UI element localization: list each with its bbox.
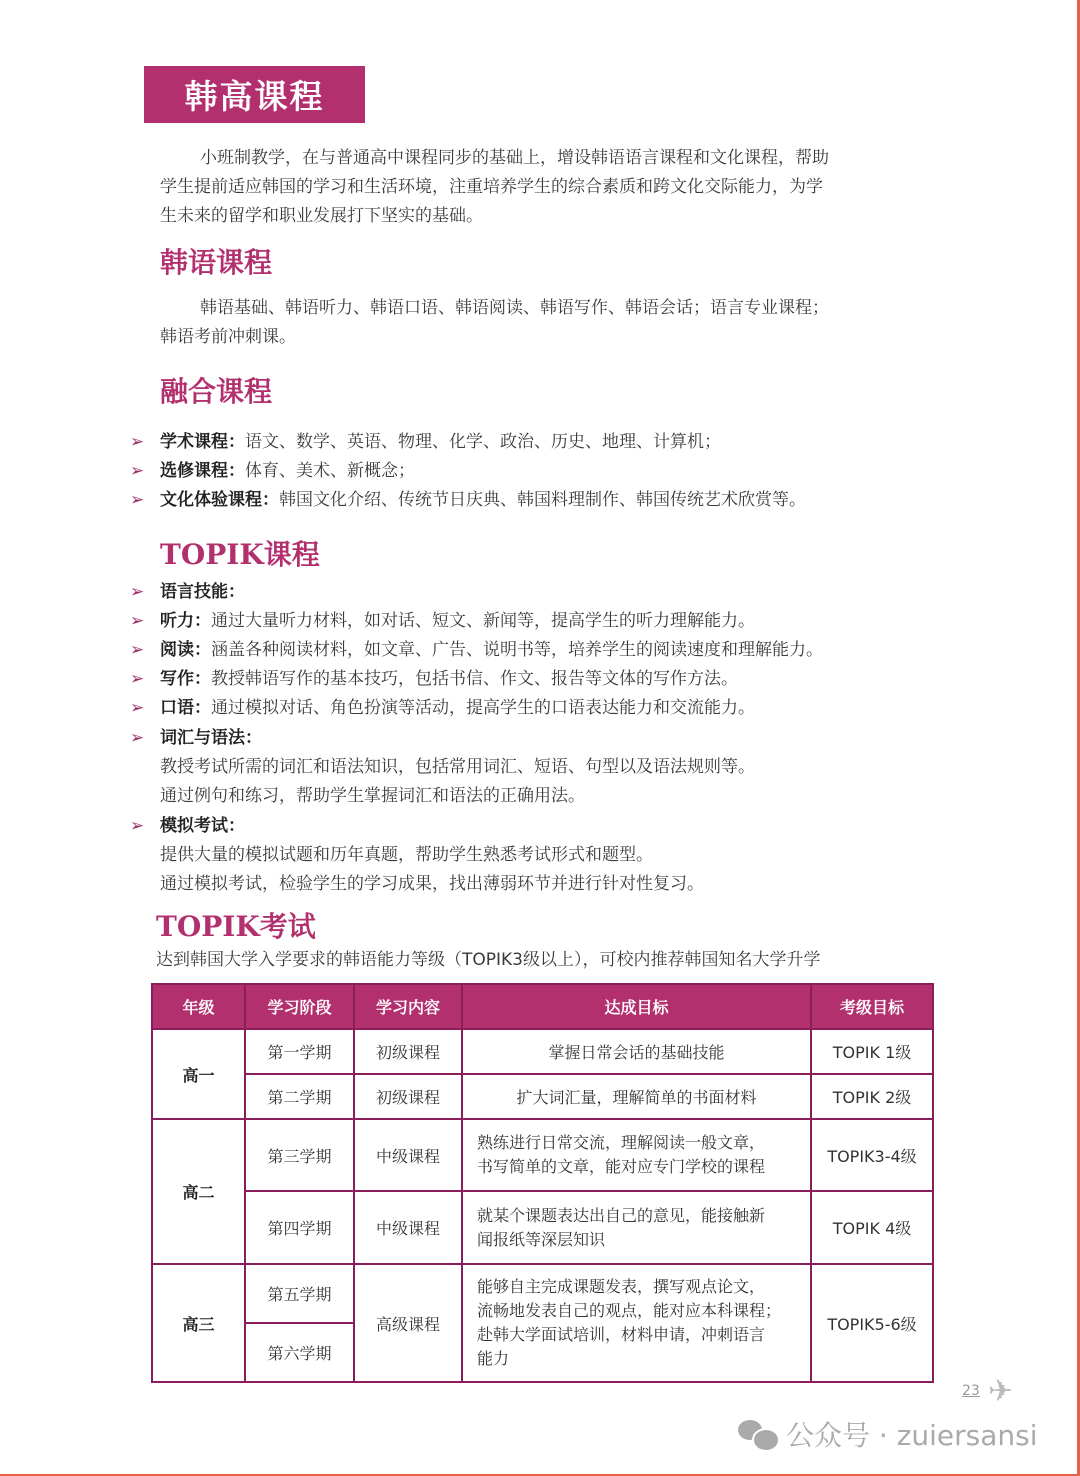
- item-label: 听力：: [160, 611, 211, 631]
- list-item: [130, 486, 806, 515]
- header-cell: 学习阶段: [245, 984, 354, 1029]
- list-item: [130, 578, 245, 607]
- term-cell: 第五学期: [245, 1264, 354, 1323]
- goal-cell: 掌握日常会话的基础技能: [462, 1029, 811, 1074]
- wechat-icon: [738, 1418, 778, 1450]
- level-cell: TOPIK 2级: [811, 1074, 933, 1119]
- arrow-icon: ➢: [130, 728, 145, 748]
- content-cell: 高级课程: [354, 1264, 462, 1382]
- goal-cell: [462, 1264, 811, 1382]
- mock-line: 提供大量的模拟试题和历年真题，帮助学生熟悉考试形式和题型。: [160, 845, 653, 865]
- goal-line: 闻报纸等深层知识: [477, 1229, 606, 1249]
- term-cell: 第一学期: [245, 1029, 354, 1074]
- watermark-text: 公众号 · zuiersansi: [786, 1419, 1038, 1452]
- header-cell: 学习内容: [354, 984, 462, 1029]
- section-heading-fusion: 融合课程: [160, 375, 273, 408]
- content-cell: 初级课程: [354, 1074, 462, 1119]
- content-cell: 中级课程: [354, 1119, 462, 1191]
- term-cell: 第二学期: [245, 1074, 354, 1119]
- table-row: [152, 1074, 933, 1119]
- item-label: 模拟考试：: [160, 816, 245, 836]
- item-text: 韩国文化介绍、传统节日庆典、韩国料理制作、韩国传统艺术欣赏等。: [279, 490, 806, 510]
- list-item: [130, 665, 738, 694]
- intro-line: 小班制教学，在与普通高中课程同步的基础上，增设韩语语言课程和文化课程，帮助: [200, 148, 829, 168]
- arrow-icon: ➢: [130, 669, 145, 689]
- item-text: 通过大量听力材料，如对话、短文、新闻等，提高学生的听力理解能力。: [211, 611, 755, 631]
- arrow-icon: ➢: [130, 698, 145, 718]
- goal-line: 赴韩大学面试培训，材料申请，冲刺语言: [477, 1325, 766, 1344]
- goal-line: 熟练进行日常交流，理解阅读一般文章，: [477, 1133, 766, 1152]
- list-item: [130, 812, 245, 841]
- item-text: 涵盖各种阅读材料，如文章、广告、说明书等，培养学生的阅读速度和理解能力。: [211, 640, 823, 660]
- item-label: 语言技能：: [160, 582, 245, 602]
- term-cell: 第四学期: [245, 1191, 354, 1264]
- arrow-icon: ➢: [130, 582, 145, 602]
- arrow-icon: ➢: [130, 816, 145, 836]
- goal-cell: [462, 1119, 811, 1191]
- level-cell: TOPIK3-4级: [811, 1119, 933, 1191]
- level-cell: TOPIK 4级: [811, 1191, 933, 1264]
- table-row: [152, 1264, 933, 1323]
- goal-cell: 扩大词汇量，理解简单的书面材料: [462, 1074, 811, 1119]
- arrow-icon: ➢: [130, 490, 145, 510]
- curriculum-table: [151, 983, 934, 1383]
- list-item: [130, 694, 755, 723]
- item-text: 语文、数学、英语、物理、化学、政治、历史、地理、计算机；: [245, 432, 721, 452]
- item-text: 体育、美术、新概念；: [245, 461, 415, 481]
- section-heading-topik-exam: TOPIK考试: [156, 910, 316, 943]
- section-heading-korean: 韩语课程: [160, 246, 273, 279]
- content-cell: 初级课程: [354, 1029, 462, 1074]
- list-item: [130, 636, 823, 665]
- item-label: 口语：: [160, 698, 211, 718]
- mock-line: 通过模拟考试，检验学生的学习成果，找出薄弱环节并进行针对性复习。: [160, 874, 704, 894]
- list-item: [130, 724, 262, 753]
- term-cell: 第六学期: [245, 1323, 354, 1382]
- list-item: [130, 428, 721, 457]
- page-number: 23: [962, 1383, 980, 1399]
- arrow-icon: ➢: [130, 611, 145, 631]
- content-cell: 中级课程: [354, 1191, 462, 1264]
- intro-line: 学生提前适应韩国的学习和生活环境，注重培养学生的综合素质和跨文化交际能力，为学: [160, 177, 823, 197]
- header-cell: 考级目标: [811, 984, 933, 1029]
- item-label: 词汇与语法：: [160, 728, 262, 748]
- level-cell: TOPIK5-6级: [811, 1264, 933, 1382]
- vocab-line: 通过例句和练习，帮助学生掌握词汇和语法的正确用法。: [160, 786, 585, 806]
- item-label: 学术课程：: [160, 432, 245, 452]
- goal-line: 能够自主完成课题发表，撰写观点论文，: [477, 1277, 766, 1296]
- topik-exam-subtitle: 达到韩国大学入学要求的韩语能力等级（TOPIK3级以上），可校内推荐韩国知名大学升学: [156, 950, 821, 970]
- header-cell: 年级: [152, 984, 245, 1029]
- airplane-icon: ✈: [988, 1374, 1014, 1409]
- table-row: [152, 1119, 933, 1191]
- item-label: 选修课程：: [160, 461, 245, 481]
- item-text: 通过模拟对话、角色扮演等活动，提高学生的口语表达能力和交流能力。: [211, 698, 755, 718]
- arrow-icon: ➢: [130, 432, 145, 452]
- list-item: [130, 607, 755, 636]
- table-header-row: [152, 984, 933, 1029]
- item-label: 写作：: [160, 669, 211, 689]
- goal-line: 就某个课题表达出自己的意见，能接触新: [477, 1205, 766, 1225]
- grade-cell: 高一: [152, 1029, 245, 1119]
- level-cell: TOPIK 1级: [811, 1029, 933, 1074]
- intro-line: 生未来的留学和职业发展打下坚实的基础。: [160, 206, 483, 226]
- grade-cell: 高二: [152, 1119, 245, 1264]
- item-label: 阅读：: [160, 640, 211, 660]
- item-text: 教授韩语写作的基本技巧，包括书信、作文、报告等文体的写作方法。: [211, 669, 738, 689]
- grade-cell: 高三: [152, 1264, 245, 1382]
- korean-line: 韩语考前冲刺课。: [160, 327, 296, 347]
- goal-cell: [462, 1191, 811, 1264]
- section-heading-topik-course: TOPIK课程: [160, 538, 320, 571]
- table-row: [152, 1191, 933, 1264]
- page-title: 韩高课程: [144, 66, 365, 123]
- arrow-icon: ➢: [130, 461, 145, 481]
- header-cell: 达成目标: [462, 984, 811, 1029]
- arrow-icon: ➢: [130, 640, 145, 660]
- term-cell: 第三学期: [245, 1119, 354, 1191]
- watermark: [738, 1414, 1038, 1454]
- vocab-line: 教授考试所需的词汇和语法知识，包括常用词汇、短语、句型以及语法规则等。: [160, 757, 755, 777]
- table-row: [152, 1029, 933, 1074]
- goal-line: 流畅地发表自己的观点，能对应本科课程；: [477, 1301, 782, 1320]
- item-label: 文化体验课程：: [160, 490, 279, 510]
- list-item: [130, 457, 415, 486]
- korean-line: 韩语基础、韩语听力、韩语口语、韩语阅读、韩语写作、韩语会话；语言专业课程；: [200, 298, 829, 318]
- goal-line: 能力: [477, 1349, 510, 1368]
- goal-line: 书写简单的文章，能对应专门学校的课程: [477, 1157, 766, 1176]
